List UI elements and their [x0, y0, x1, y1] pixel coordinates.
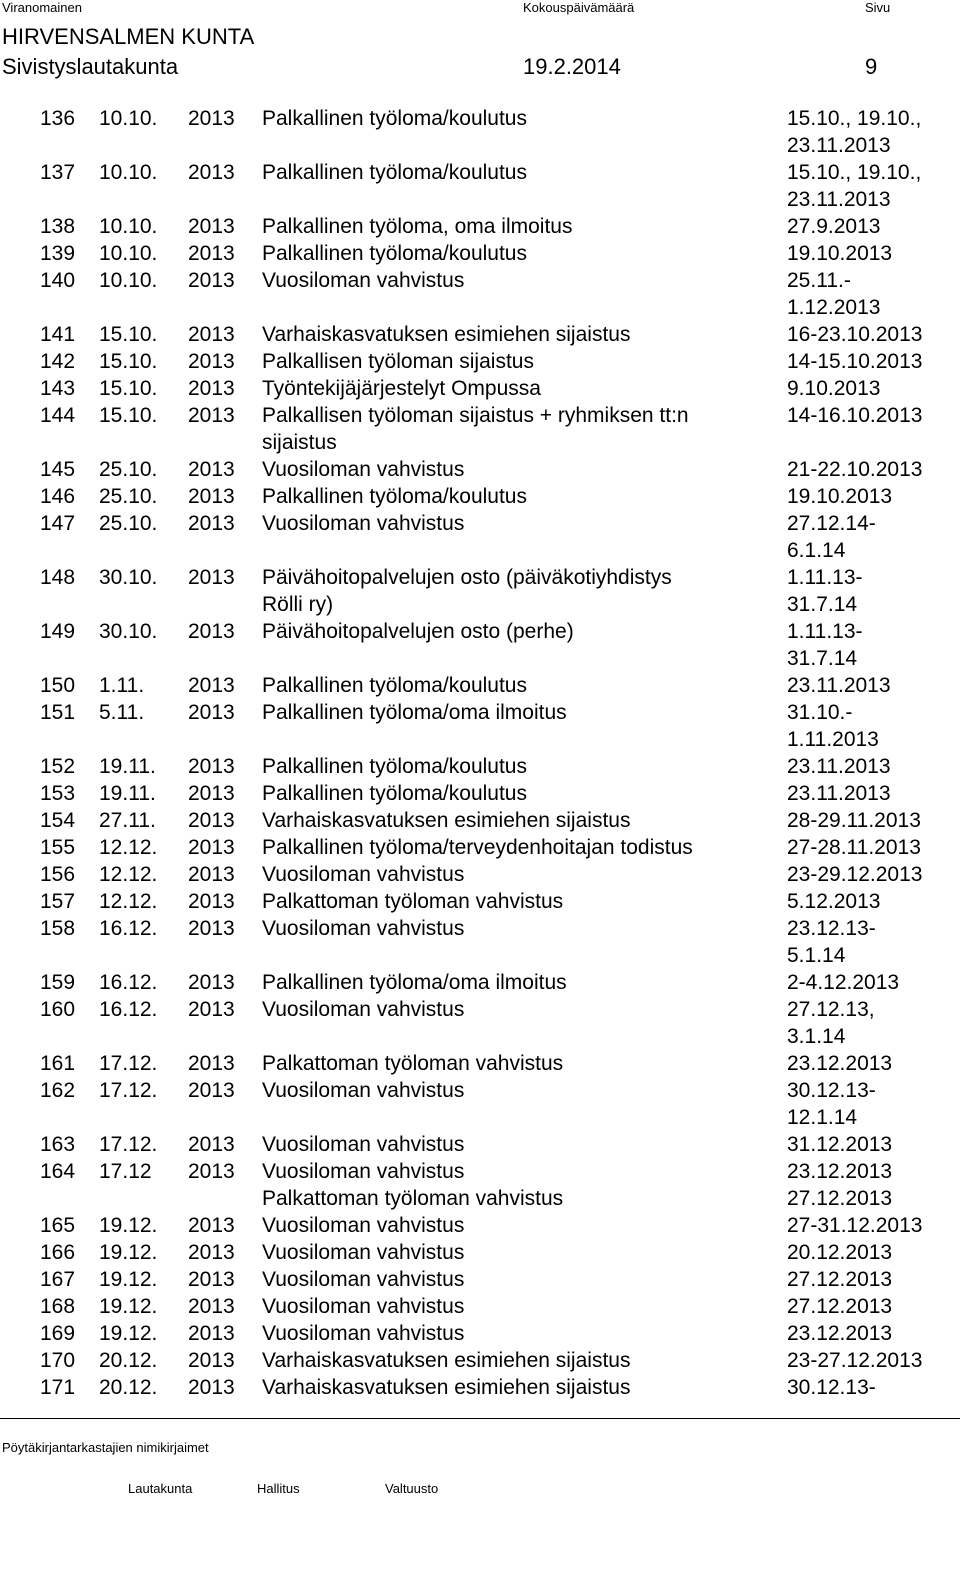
list-item [0, 969, 960, 996]
list-item [0, 996, 960, 1050]
list-item [0, 105, 960, 159]
item-number: 151 [40, 701, 76, 724]
list-item [0, 267, 960, 321]
item-date: 17.12 [99, 1160, 152, 1183]
item-date: 25.10. [99, 485, 158, 508]
item-year: 2013 [188, 782, 235, 805]
list-item [0, 672, 960, 699]
item-number: 141 [40, 323, 76, 346]
authority-label: Viranomainen [2, 0, 82, 15]
item-year: 2013 [188, 458, 235, 481]
item-year: 2013 [188, 215, 235, 238]
item-period: 28-29.11.2013 [787, 809, 921, 832]
item-period: 9.10.2013 [787, 377, 881, 400]
item-number: 140 [40, 269, 76, 292]
meeting-date-label: Kokouspäivämäärä [523, 0, 635, 15]
item-subject: Vuosiloman vahvistus [262, 512, 465, 535]
item-date: 19.12. [99, 1322, 158, 1345]
item-year: 2013 [188, 1268, 235, 1291]
list-item [0, 1077, 960, 1131]
list-item [0, 618, 960, 672]
item-date: 17.12. [99, 1052, 158, 1075]
item-year: 2013 [188, 1160, 235, 1183]
item-period: 25.11.- 1.12.2013 [787, 269, 881, 319]
item-date: 10.10. [99, 269, 158, 292]
item-year: 2013 [188, 566, 235, 589]
item-date: 16.12. [99, 971, 158, 994]
item-year: 2013 [188, 917, 235, 940]
item-number: 146 [40, 485, 76, 508]
item-year: 2013 [188, 1079, 235, 1102]
item-subject: Vuosiloman vahvistus [262, 1268, 465, 1291]
list-item [0, 213, 960, 240]
list-item [0, 1212, 960, 1239]
item-year: 2013 [188, 998, 235, 1021]
item-subject: Palkallinen työloma/koulutus [262, 755, 527, 778]
item-number: 145 [40, 458, 76, 481]
list-item [0, 1050, 960, 1077]
item-year: 2013 [188, 404, 235, 427]
item-period: 27.12.14- 6.1.14 [787, 512, 876, 562]
item-period: 23.12.13- 5.1.14 [787, 917, 876, 967]
item-date: 25.10. [99, 512, 158, 535]
item-date: 19.12. [99, 1268, 158, 1291]
item-number: 171 [40, 1376, 76, 1399]
item-number: 170 [40, 1349, 76, 1372]
list-item [0, 699, 960, 753]
item-subject: Palkallinen työloma/koulutus [262, 485, 527, 508]
item-subject: Palkallinen työloma/koulutus [262, 161, 527, 184]
item-period: 23-29.12.2013 [787, 863, 923, 886]
item-subject: Palkattoman työloman vahvistus [262, 1052, 564, 1075]
item-date: 15.10. [99, 323, 158, 346]
item-year: 2013 [188, 350, 235, 373]
item-year: 2013 [188, 1241, 235, 1264]
item-date: 12.12. [99, 836, 158, 859]
item-date: 10.10. [99, 215, 158, 238]
organization-name: HIRVENSALMEN KUNTA [2, 24, 255, 49]
item-subject: Vuosiloman vahvistus [262, 1295, 465, 1318]
item-period: 30.12.13- 12.1.14 [787, 1079, 876, 1129]
signature-government: Hallitus [257, 1481, 300, 1496]
item-year: 2013 [188, 890, 235, 913]
meeting-date: 19.2.2014 [523, 54, 621, 79]
item-subject: Palkallisen työloman sijaistus [262, 350, 534, 373]
item-year: 2013 [188, 836, 235, 859]
item-number: 142 [40, 350, 76, 373]
item-number: 148 [40, 566, 76, 589]
item-date: 12.12. [99, 863, 158, 886]
item-year: 2013 [188, 809, 235, 832]
item-date: 15.10. [99, 377, 158, 400]
item-number: 143 [40, 377, 76, 400]
item-date: 15.10. [99, 350, 158, 373]
item-date: 5.11. [99, 701, 145, 724]
item-number: 166 [40, 1241, 76, 1264]
item-number: 150 [40, 674, 76, 697]
list-item [0, 375, 960, 402]
item-date: 19.12. [99, 1295, 158, 1318]
item-number: 136 [40, 107, 76, 130]
item-date: 16.12. [99, 917, 158, 940]
item-number: 157 [40, 890, 76, 913]
item-period: 19.10.2013 [787, 242, 893, 265]
page-label: Sivu [865, 0, 891, 15]
list-item [0, 834, 960, 861]
item-year: 2013 [188, 323, 235, 346]
item-subject: Varhaiskasvatuksen esimiehen sijaistus [262, 323, 631, 346]
item-year: 2013 [188, 161, 235, 184]
list-item [0, 780, 960, 807]
item-year: 2013 [188, 107, 235, 130]
item-subject: Vuosiloman vahvistus Palkattoman työloman vahvistus [262, 1160, 564, 1210]
item-number: 139 [40, 242, 76, 265]
item-number: 169 [40, 1322, 76, 1345]
signatures-title: Pöytäkirjantarkastajien nimikirjaimet [2, 1440, 209, 1455]
item-period: 14-15.10.2013 [787, 350, 923, 373]
item-subject: Vuosiloman vahvistus [262, 458, 465, 481]
item-number: 160 [40, 998, 76, 1021]
item-date: 16.12. [99, 998, 158, 1021]
item-number: 165 [40, 1214, 76, 1237]
list-item [0, 510, 960, 564]
item-subject: Palkattoman työloman vahvistus [262, 890, 564, 913]
header-labels [0, 0, 960, 16]
item-number: 167 [40, 1268, 76, 1291]
item-subject: Päivähoitopalvelujen osto (päiväkotiyhdistys Rölli ry) [262, 566, 672, 616]
item-subject: Palkallinen työloma/koulutus [262, 107, 527, 130]
item-date: 19.11. [99, 782, 156, 805]
list-item [0, 915, 960, 969]
item-year: 2013 [188, 755, 235, 778]
item-year: 2013 [188, 485, 235, 508]
item-year: 2013 [188, 1214, 235, 1237]
item-subject: Vuosiloman vahvistus [262, 917, 465, 940]
item-subject: Vuosiloman vahvistus [262, 1241, 465, 1264]
list-item [0, 402, 960, 456]
item-period: 23.12.2013 27.12.2013 [787, 1160, 893, 1210]
item-number: 147 [40, 512, 76, 535]
item-year: 2013 [188, 674, 235, 697]
item-date: 15.10. [99, 404, 158, 427]
item-subject: Palkallinen työloma/oma ilmoitus [262, 971, 567, 994]
item-period: 5.12.2013 [787, 890, 881, 913]
list-item [0, 807, 960, 834]
item-number: 159 [40, 971, 76, 994]
item-date: 17.12. [99, 1079, 158, 1102]
item-year: 2013 [188, 1376, 235, 1399]
list-item [0, 483, 960, 510]
item-date: 27.11. [99, 809, 156, 832]
item-year: 2013 [188, 512, 235, 535]
item-period: 31.10.- 1.11.2013 [787, 701, 879, 751]
item-number: 138 [40, 215, 76, 238]
item-date: 20.12. [99, 1349, 158, 1372]
item-subject: Palkallinen työloma/oma ilmoitus [262, 701, 567, 724]
list-item [0, 888, 960, 915]
item-period: 16-23.10.2013 [787, 323, 923, 346]
list-item [0, 321, 960, 348]
item-period: 31.12.2013 [787, 1133, 893, 1156]
item-date: 1.11. [99, 674, 145, 697]
item-subject: Varhaiskasvatuksen esimiehen sijaistus [262, 1349, 631, 1372]
item-period: 27.9.2013 [787, 215, 881, 238]
item-number: 161 [40, 1052, 76, 1075]
list-item [0, 1131, 960, 1158]
list-item [0, 456, 960, 483]
item-year: 2013 [188, 701, 235, 724]
item-number: 152 [40, 755, 76, 778]
item-number: 168 [40, 1295, 76, 1318]
item-date: 12.12. [99, 890, 158, 913]
item-period: 2-4.12.2013 [787, 971, 900, 994]
item-period: 23.11.2013 [787, 674, 891, 697]
item-date: 30.10. [99, 620, 158, 643]
item-period: 1.11.13- 31.7.14 [787, 566, 863, 616]
item-period: 27.12.2013 [787, 1295, 893, 1318]
item-subject: Vuosiloman vahvistus [262, 1214, 465, 1237]
item-number: 158 [40, 917, 76, 940]
list-item [0, 861, 960, 888]
item-period: 27.12.2013 [787, 1268, 893, 1291]
item-subject: Palkallinen työloma/koulutus [262, 674, 527, 697]
list-item [0, 348, 960, 375]
signature-council: Valtuusto [385, 1481, 439, 1496]
item-period: 23.12.2013 [787, 1052, 893, 1075]
item-subject: Vuosiloman vahvistus [262, 998, 465, 1021]
item-period: 15.10., 19.10., 23.11.2013 [787, 161, 922, 211]
item-number: 164 [40, 1160, 76, 1183]
item-subject: Vuosiloman vahvistus [262, 269, 465, 292]
item-year: 2013 [188, 1349, 235, 1372]
item-period: 27-31.12.2013 [787, 1214, 923, 1237]
item-date: 20.12. [99, 1376, 158, 1399]
item-number: 137 [40, 161, 76, 184]
item-subject: Vuosiloman vahvistus [262, 1133, 465, 1156]
item-subject: Työntekijäjärjestelyt Ompussa [262, 377, 541, 400]
list-item [0, 1374, 960, 1401]
item-number: 155 [40, 836, 76, 859]
item-number: 149 [40, 620, 76, 643]
item-date: 17.12. [99, 1133, 158, 1156]
item-period: 23-27.12.2013 [787, 1349, 923, 1372]
item-subject: Palkallinen työloma/koulutus [262, 782, 527, 805]
item-number: 163 [40, 1133, 76, 1156]
item-year: 2013 [188, 1052, 235, 1075]
item-period: 23.11.2013 [787, 782, 891, 805]
list-item [0, 1293, 960, 1320]
item-period: 21-22.10.2013 [787, 458, 923, 481]
item-date: 10.10. [99, 242, 158, 265]
list-item [0, 159, 960, 213]
item-period: 23.11.2013 [787, 755, 891, 778]
item-period: 23.12.2013 [787, 1322, 893, 1345]
item-year: 2013 [188, 620, 235, 643]
item-year: 2013 [188, 1322, 235, 1345]
item-subject: Päivähoitopalvelujen osto (perhe) [262, 620, 574, 643]
item-period: 20.12.2013 [787, 1241, 893, 1264]
item-subject: Vuosiloman vahvistus [262, 863, 465, 886]
item-subject: Palkallinen työloma, oma ilmoitus [262, 215, 573, 238]
item-year: 2013 [188, 242, 235, 265]
item-number: 144 [40, 404, 76, 427]
item-number: 162 [40, 1079, 76, 1102]
item-period: 19.10.2013 [787, 485, 893, 508]
item-year: 2013 [188, 863, 235, 886]
item-period: 30.12.13- [787, 1376, 876, 1399]
item-year: 2013 [188, 1133, 235, 1156]
list-item [0, 1320, 960, 1347]
list-item [0, 1158, 960, 1212]
page-number: 9 [865, 54, 878, 79]
item-subject: Varhaiskasvatuksen esimiehen sijaistus [262, 809, 631, 832]
item-date: 10.10. [99, 161, 158, 184]
list-item [0, 753, 960, 780]
item-year: 2013 [188, 971, 235, 994]
list-item [0, 1266, 960, 1293]
list-item [0, 1239, 960, 1266]
item-number: 154 [40, 809, 76, 832]
footer-divider [0, 1418, 960, 1419]
board-name: Sivistyslautakunta [2, 54, 179, 79]
signature-board: Lautakunta [128, 1481, 193, 1496]
item-date: 25.10. [99, 458, 158, 481]
item-number: 153 [40, 782, 76, 805]
item-date: 19.11. [99, 755, 156, 778]
list-item [0, 1347, 960, 1374]
item-number: 156 [40, 863, 76, 886]
item-year: 2013 [188, 1295, 235, 1318]
item-period: 27.12.13, 3.1.14 [787, 998, 875, 1048]
item-period: 14-16.10.2013 [787, 404, 923, 427]
list-item [0, 564, 960, 618]
item-date: 10.10. [99, 107, 158, 130]
decision-list [0, 105, 960, 1401]
item-period: 1.11.13- 31.7.14 [787, 620, 863, 670]
list-item [0, 240, 960, 267]
item-subject: Palkallinen työloma/terveydenhoitajan todistus [262, 836, 693, 859]
item-subject: Vuosiloman vahvistus [262, 1322, 465, 1345]
item-subject: Vuosiloman vahvistus [262, 1079, 465, 1102]
item-period: 15.10., 19.10., 23.11.2013 [787, 107, 922, 157]
item-date: 19.12. [99, 1214, 158, 1237]
item-date: 19.12. [99, 1241, 158, 1264]
item-date: 30.10. [99, 566, 158, 589]
item-year: 2013 [188, 377, 235, 400]
item-subject: Palkallinen työloma/koulutus [262, 242, 527, 265]
item-subject: Palkallisen työloman sijaistus + ryhmiksen tt:n sijaistus [262, 404, 689, 454]
item-subject: Varhaiskasvatuksen esimiehen sijaistus [262, 1376, 631, 1399]
item-year: 2013 [188, 269, 235, 292]
item-period: 27-28.11.2013 [787, 836, 921, 859]
